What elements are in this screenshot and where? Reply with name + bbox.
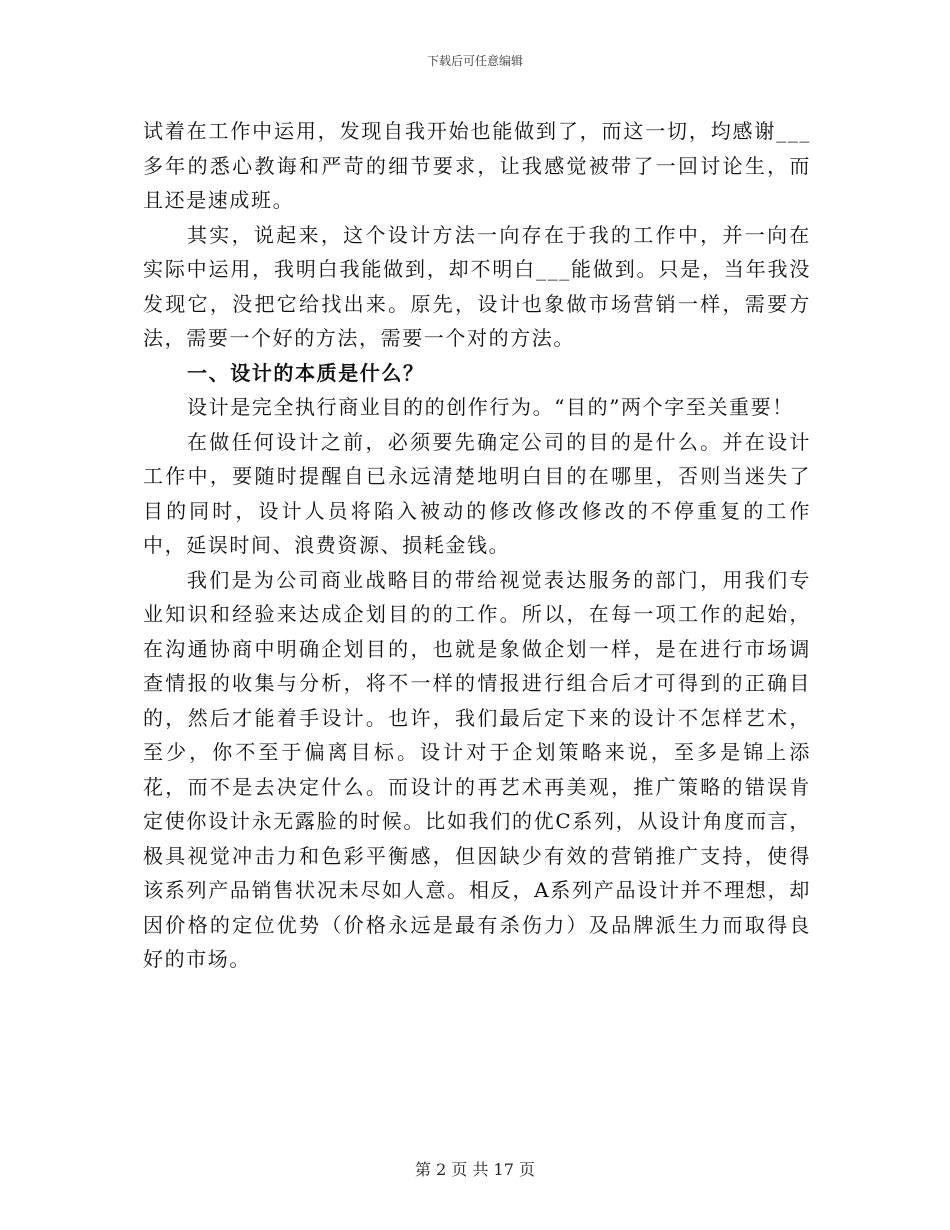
section-heading: 一、设计的本质是什么？ [187,360,425,385]
paragraph-design-definition: 设计是完全执行商业目的的创作行为。“目的”两个字至关重要！ [187,395,794,419]
paragraph-design-method: 其实，说起来，这个设计方法一向存在于我的工作中，并一向在实际中运用，我明白我能做到，却不明白___能做到。只是，当年我没发现它，没把它给找出来。原先，设计也象做市场营销一样，需要方法，需要一个好的方法，需要一个对的方法。 [143,222,811,350]
paragraph-continuation: 试着在工作中运用，发现自我开始也能做到了，而这一切，均感谢___多年的悉心教诲和严苛的细节要求，让我感觉被带了一回讨论生，而且还是速成班。 [143,119,811,212]
paragraph-confirm-purpose: 在做任何设计之前，必须要先确定公司的目的是什么。并在设计工作中，要随时提醒自已永远清楚地明白目的在哪里，否则当迷失了目的同时，设计人员将陷入被动的修改修改修改的不停重复的工作中，延误时间、浪费资源、损耗金钱。 [143,429,811,557]
document-body [143,114,811,977]
page-footer: 第 2 页 共 17 页 [415,1160,535,1179]
paragraph-department-role: 我们是为公司商业战略目的带给视觉表达服务的部门，用我们专业知识和经验来达成企划目的的工作。所以，在每一项工作的起始，在沟通协商中明确企划目的，也就是象做企划一样，是在进行市场调查情报的收集与分析，将不一样的情报进行组合后才可得到的正确目的，然后才能着手设计。也许，我们最后定下来的设计不怎样艺术，至少，你不至于偏离目标。设计对于企划策略来说，至多是锦上添花，而不是去决定什么。而设计的再艺术再美观，推广策略的错误肯定使你设计永无露脸的时候。比如我们的优C系列，从设计角度而言，极具视觉冲击力和色彩平衡感，但因缺少有效的营销推广支持，使得该系列产品销售状况未尽如人意。相反，A系列产品设计并不理想，却因价格的定位优势（价格永远是最有杀伤力）及品牌派生力而取得良好的市场。 [143,567,811,971]
page-header: 下载后可任意编辑 [426,54,523,68]
